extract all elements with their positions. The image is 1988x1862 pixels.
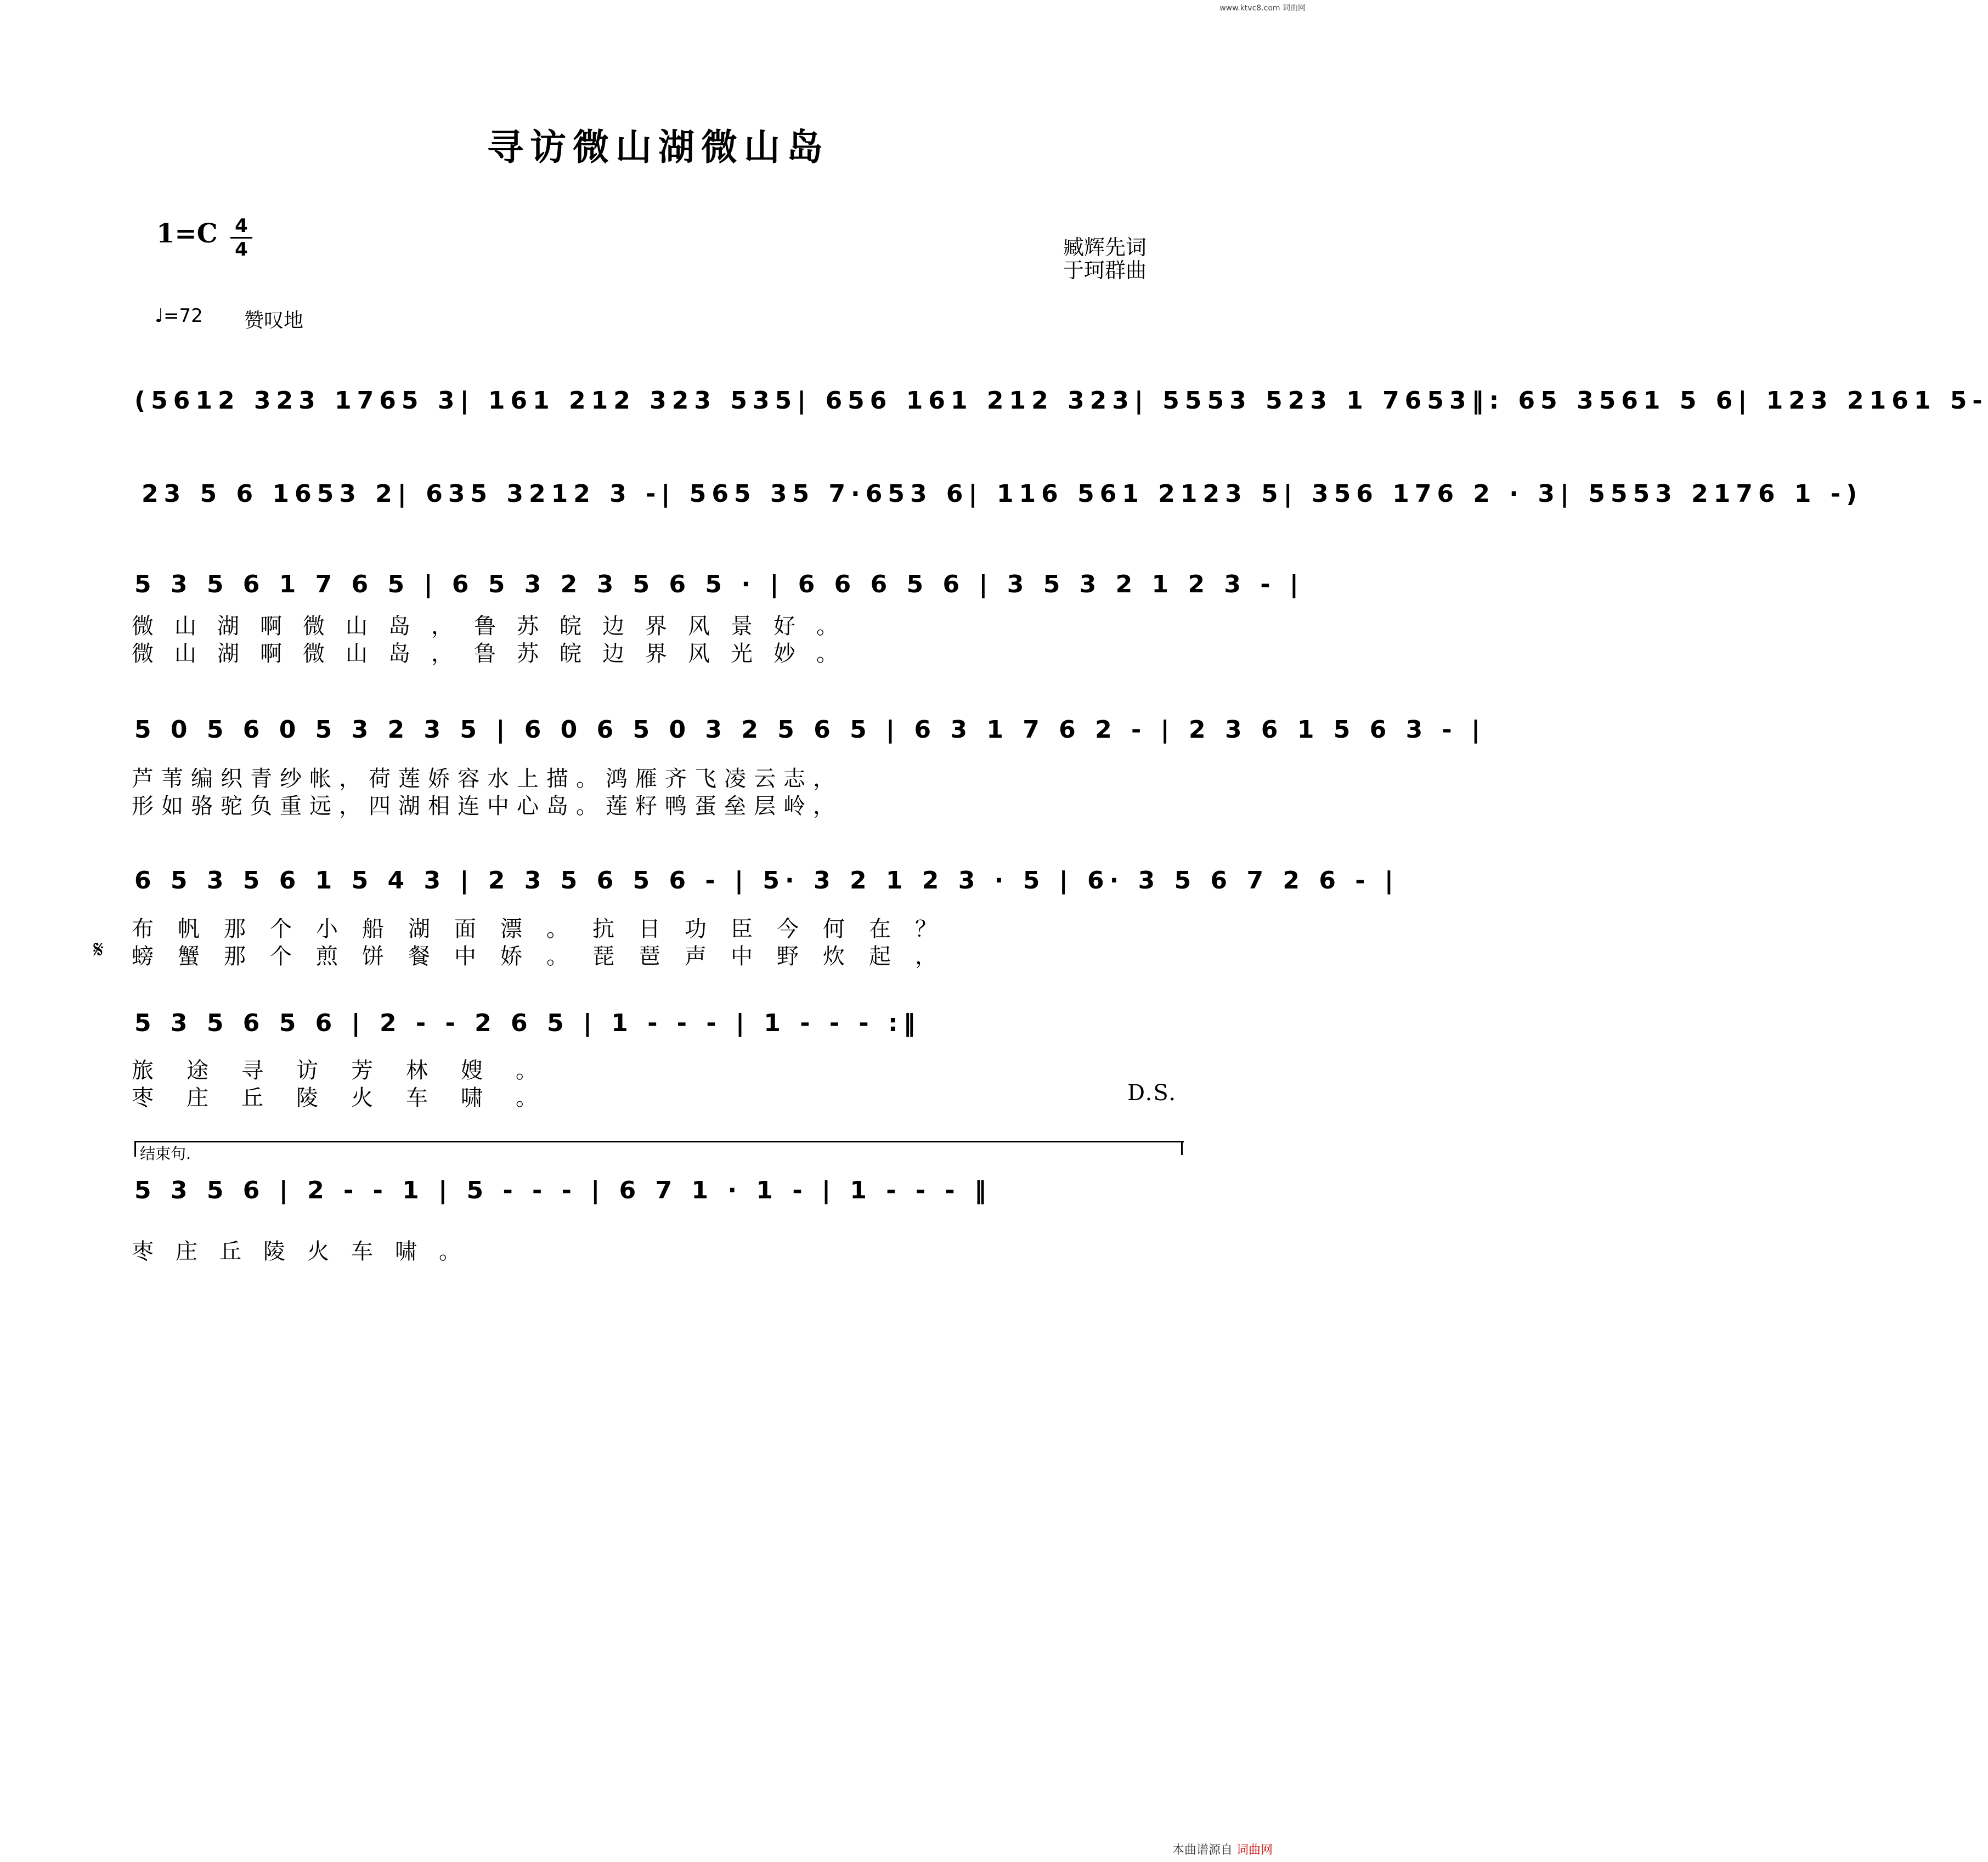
- footer-source-label: 本曲谱源自: [1172, 1843, 1233, 1857]
- footer-source-site[interactable]: 词曲网: [1236, 1843, 1273, 1857]
- lyric-line-3b: 微山湖啊微山岛，鲁苏皖边界风光妙。: [132, 641, 859, 666]
- notation-line-6: 5 3 5 6 5 6 | 2 - - 2 6 5 | 1 - - - | 1 - - - :‖: [134, 1009, 921, 1037]
- time-signature-bottom: 4: [235, 239, 248, 261]
- da-segno-marking: D.S.: [1127, 1080, 1177, 1106]
- notation-line-2: 23 5 6 1653 2| 635 3212 3 -| 565 35 7·653 6| 116 561 2123 5| 356 176 2 · 3| 5553 2176 1 -): [142, 480, 1863, 508]
- notation-line-3: 5 3 5 6 1 7 6 5 | 6 5 3 2 3 5 6 5 · | 6 6 6 5 6 | 3 5 3 2 1 2 3 - |: [134, 570, 1304, 598]
- lyric-line-6b: 枣庄丘陵火车啸。: [132, 1085, 571, 1111]
- tempo-marking: ♩=72: [155, 305, 203, 327]
- expression-marking: 赞叹地: [244, 309, 304, 332]
- key-signature: 1=C: [156, 218, 218, 249]
- lyric-line-3a: 微山湖啊微山岛，鲁苏皖边界风景好。: [132, 614, 859, 639]
- lyricist-credit: 臧辉先词: [1063, 235, 1147, 259]
- lyric-line-4b: 形如骆驼负重远，四湖相连中心岛。莲籽鸭蛋垒层岭，: [132, 794, 843, 819]
- composer-credit: 于珂群曲: [1063, 258, 1147, 282]
- lyric-line-5b: 螃蟹那个煎饼餐中娇。琵琶声中野炊起，: [132, 944, 961, 969]
- ending-bracket-end: [1181, 1141, 1183, 1155]
- notation-line-7: 5 3 5 6 | 2 - - 1 | 5 - - - | 6 7 1 · 1 - | 1 - - - ‖: [134, 1176, 992, 1204]
- lyric-line-4a: 芦苇编织青纱帐，荷莲娇容水上描。鸿雁齐飞凌云志，: [132, 766, 843, 791]
- footer-source: [1172, 1841, 1273, 1858]
- notation-line-1: (5612 323 1765 3| 161 212 323 535| 656 161 212 323| 5553 523 1 7653‖: 65 3561 5 6| 123 2161 5-: [134, 387, 1988, 415]
- lyric-line-5a: 布帆那个小船湖面漂。抗日功臣今何在？: [132, 916, 961, 942]
- segno-sign: 𝄋: [93, 936, 104, 964]
- page-title: 寻访微山湖微山岛: [487, 126, 829, 168]
- lyric-line-7: 枣庄丘陵火车啸。: [132, 1239, 483, 1264]
- ending-bracket: [134, 1141, 1184, 1157]
- time-signature: [230, 216, 252, 259]
- ending-label: 结束句.: [140, 1145, 191, 1163]
- notation-line-4: 5 0 5 6 0 5 3 2 3 5 | 6 0 6 5 0 3 2 5 6 5 | 6 3 1 7 6 2 - | 2 3 6 1 5 6 3 - |: [134, 716, 1486, 744]
- watermark: www.ktvc8.com 词曲网: [1219, 4, 1306, 13]
- notation-line-5: 6 5 3 5 6 1 5 4 3 | 2 3 5 6 5 6 - | 5· 3 2 1 2 3 · 5 | 6· 3 5 6 7 2 6 - |: [134, 867, 1399, 895]
- time-signature-top: 4: [235, 215, 248, 237]
- lyric-line-6a: 旅途寻访芳林嫂。: [132, 1058, 571, 1083]
